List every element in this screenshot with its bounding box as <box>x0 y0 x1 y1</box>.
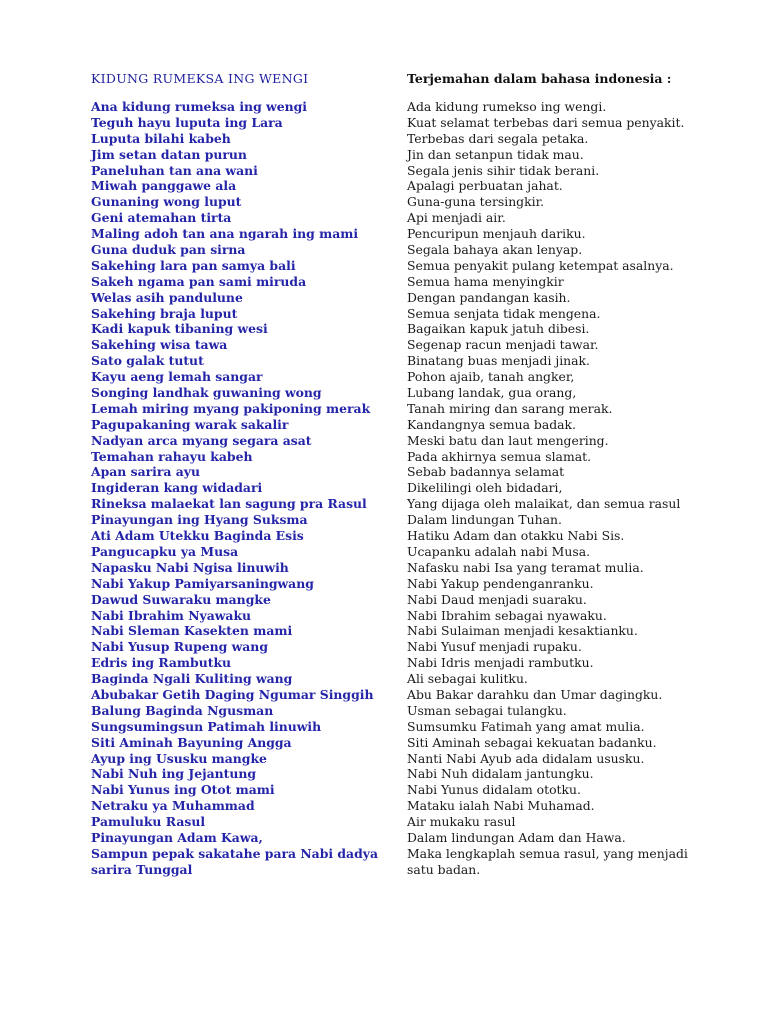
javanese-line: Pagupakaning warak sakalir <box>91 416 289 432</box>
javanese-line: Netraku ya Muhammad <box>91 798 255 814</box>
translation-line: Guna-guna tersingkir. <box>407 194 545 210</box>
translation-line: Tanah miring dan sarang merak. <box>407 400 613 416</box>
javanese-line: Ayup ing Ususku mangke <box>91 750 267 766</box>
translation-line: Meski batu dan laut mengering. <box>407 432 609 448</box>
javanese-line: Sungsumingsun Patimah linuwih <box>91 718 322 734</box>
javanese-line: Geni atemahan tirta <box>91 210 232 226</box>
javanese-line: Edris ing Rambutku <box>91 655 232 671</box>
javanese-line: Lemah miring myang pakiponing merak <box>91 400 371 416</box>
javanese-line: Sakeh ngama pan sami miruda <box>91 273 307 289</box>
translation-line: Maka lengkaplah semua rasul, yang menjadi <box>407 845 688 861</box>
javanese-line: Teguh hayu luputa ing Lara <box>91 114 283 130</box>
translation-line: Kandangnya semua badak. <box>407 416 576 432</box>
javanese-line: Siti Aminah Bayuning Angga <box>91 734 292 750</box>
translation-line: Nabi Ibrahim sebagai nyawaku. <box>407 607 607 623</box>
translation-line: Api menjadi air. <box>407 210 506 226</box>
translation-line: Semua senjata tidak mengena. <box>407 305 601 321</box>
translation-line: Kuat selamat terbebas dari semua penyakit. <box>407 114 685 130</box>
javanese-line: sarira Tunggal <box>91 861 193 877</box>
translation-line: Segala jenis sihir tidak berani. <box>407 162 600 178</box>
translation-line: Binatang buas menjadi jinak. <box>407 353 590 369</box>
javanese-line: Luputa bilahi kabeh <box>91 130 231 146</box>
translation-line: Bagaikan kapuk jatuh dibesi. <box>407 321 590 337</box>
translation-line: Dikelilingi oleh bidadari, <box>407 480 563 496</box>
javanese-line: Jim setan datan purun <box>91 146 247 162</box>
translation-line: Nabi Yakup pendenganranku. <box>407 575 594 591</box>
translation-line: Ali sebagai kulitku. <box>407 671 528 687</box>
translation-line: Terbebas dari segala petaka. <box>407 130 589 146</box>
javanese-line: Sakehing wisa tawa <box>91 337 228 353</box>
translation-line: Nanti Nabi Ayub ada didalam ususku. <box>407 750 645 766</box>
javanese-line: Miwah panggawe ala <box>91 178 237 194</box>
javanese-line: Maling adoh tan ana ngarah ing mami <box>91 226 359 242</box>
javanese-line: Ana kidung rumeksa ing wengi <box>91 99 307 114</box>
translation-line: satu badan. <box>407 861 481 877</box>
javanese-line: Apan sarira ayu <box>91 464 200 480</box>
javanese-line: Pangucapku ya Musa <box>91 543 239 559</box>
javanese-line: Napasku Nabi Ngisa linuwih <box>91 559 289 575</box>
javanese-line: Nadyan arca myang segara asat <box>91 432 312 448</box>
translation-line: Nabi Sulaiman menjadi kesaktianku. <box>407 623 638 639</box>
translation-line: Mataku ialah Nabi Muhamad. <box>407 798 595 814</box>
javanese-line: Baginda Ngali Kuliting wang <box>91 671 293 687</box>
javanese-line: Sato galak tutut <box>91 353 204 369</box>
translation-line: Nabi Yunus didalam ototku. <box>407 782 581 798</box>
translation-line: Apalagi perbuatan jahat. <box>407 178 563 194</box>
translation-line: Yang dijaga oleh malaikat, dan semua rasul <box>407 496 681 512</box>
translation-line: Nabi Yusuf menjadi rupaku. <box>407 639 582 655</box>
translation-line: Pada akhirnya semua slamat. <box>407 448 592 464</box>
javanese-line: Kayu aeng lemah sangar <box>91 369 263 385</box>
translation-line: Dengan pandangan kasih. <box>407 289 571 305</box>
javanese-line: Songing landhak guwaning wong <box>91 385 322 401</box>
translation-line: Dalam lindungan Adam dan Hawa. <box>407 829 626 845</box>
translation-line: Ada kidung rumekso ing wengi. <box>407 99 607 114</box>
javanese-lyrics-column <box>91 99 391 878</box>
javanese-line: Sakehing braja luput <box>91 305 238 321</box>
translation-line: Ucapanku adalah nabi Musa. <box>407 543 591 559</box>
javanese-line: Ingideran kang widadari <box>91 480 263 496</box>
javanese-line: Nabi Nuh ing Jejantung <box>91 766 257 782</box>
javanese-line: Nabi Yakup Pamiyarsaningwang <box>91 575 314 591</box>
javanese-line: Sakehing lara pan samya bali <box>91 257 296 273</box>
javanese-line: Welas asih pandulune <box>91 289 243 305</box>
javanese-line: Nabi Ibrahim Nyawaku <box>91 607 252 623</box>
translation-line: Segala bahaya akan lenyap. <box>407 242 583 258</box>
translation-line: Abu Bakar darahku dan Umar dagingku. <box>407 686 663 702</box>
javanese-line: Ati Adam Utekku Baginda Esis <box>91 528 304 544</box>
javanese-line: Nabi Yunus ing Otot mami <box>91 782 275 798</box>
translation-line: Semua penyakit pulang ketempat asalnya. <box>407 257 674 273</box>
translation-line: Nabi Daud menjadi suaraku. <box>407 591 587 607</box>
javanese-line: Pamuluku Rasul <box>91 814 206 830</box>
javanese-line: Balung Baginda Ngusman <box>91 702 274 718</box>
javanese-line: Sampun pepak sakatahe para Nabi dadya <box>91 845 378 861</box>
javanese-line: Nabi Yusup Rupeng wang <box>91 639 268 655</box>
translation-line: Nabi Nuh didalam jantungku. <box>407 766 594 782</box>
translation-line: Sebab badannya selamat <box>407 464 565 480</box>
translation-column <box>407 99 707 878</box>
translation-line: Jin dan setanpun tidak mau. <box>407 146 584 162</box>
javanese-line: Nabi Sleman Kasekten mami <box>91 623 293 639</box>
translation-line: Pohon ajaib, tanah angker, <box>407 369 575 385</box>
javanese-line: Gunaning wong luput <box>91 194 242 210</box>
translation-line: Segenap racun menjadi tawar. <box>407 337 599 353</box>
translation-line: Dalam lindungan Tuhan. <box>407 512 562 528</box>
translation-line: Lubang landak, gua orang, <box>407 385 577 401</box>
javanese-line: Pinayungan ing Hyang Suksma <box>91 512 308 528</box>
translation-line: Pencuripun menjauh dariku. <box>407 226 586 242</box>
javanese-line: Paneluhan tan ana wani <box>91 162 258 178</box>
translation-title: Terjemahan dalam bahasa indonesia : <box>407 71 672 86</box>
javanese-line: Pinayungan Adam Kawa, <box>91 829 263 845</box>
javanese-line: Rineksa malaekat lan sagung pra Rasul <box>91 496 367 512</box>
translation-line: Sumsumku Fatimah yang amat mulia. <box>407 718 645 734</box>
javanese-line: Guna duduk pan sirna <box>91 242 246 258</box>
javanese-line: Kadi kapuk tibaning wesi <box>91 321 268 337</box>
javanese-line: Dawud Suwaraku mangke <box>91 591 271 607</box>
translation-line: Air mukaku rasul <box>407 814 516 830</box>
javanese-title: KIDUNG RUMEKSA ING WENGI <box>91 71 309 86</box>
javanese-line: Temahan rahayu kabeh <box>91 448 253 464</box>
translation-line: Nabi Idris menjadi rambutku. <box>407 655 594 671</box>
translation-line: Usman sebagai tulangku. <box>407 702 567 718</box>
javanese-line: Abubakar Getih Daging Ngumar Singgih <box>91 686 374 702</box>
translation-line: Nafasku nabi Isa yang teramat mulia. <box>407 559 644 575</box>
translation-line: Siti Aminah sebagai kekuatan badanku. <box>407 734 657 750</box>
translation-line: Semua hama menyingkir <box>407 273 564 289</box>
translation-line: Hatiku Adam dan otakku Nabi Sis. <box>407 528 625 544</box>
